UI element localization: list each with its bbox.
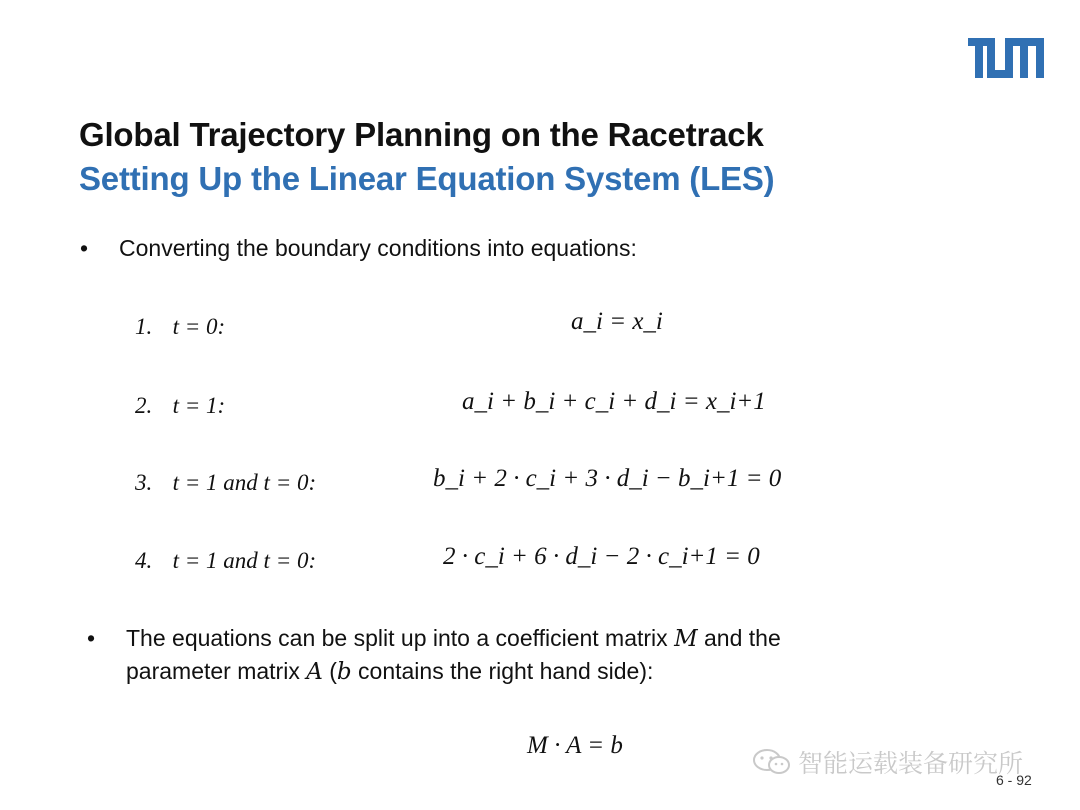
bullet-2-line-1-a: The equations can be split up into a coefficient matrix [126, 625, 675, 651]
bullet-2-line-1-b: and the [697, 625, 781, 651]
condition-4 [135, 547, 316, 574]
watermark-text: 智能运载装备研究所 [798, 749, 1024, 778]
bullet-1-text: Converting the boundary conditions into equations: [119, 235, 637, 261]
final-equation-text: M · A = b [527, 732, 623, 759]
symbol-m: M [674, 626, 698, 652]
slide-subtitle: Setting Up the Linear Equation System (LES) [79, 160, 775, 197]
bullet-2-line-2-c: contains the right hand side): [351, 658, 654, 684]
bullet-2-line-2 [126, 655, 653, 689]
equation-3-text: b_i + 2 · c_i + 3 · d_i − b_i+1 = 0 [433, 465, 782, 492]
slide-title: Global Trajectory Planning on the Racetrack [79, 116, 764, 153]
condition-2-number: 2. [135, 393, 153, 418]
bullet-2-line-1 [126, 622, 781, 656]
equation-3 [433, 465, 781, 493]
condition-3 [135, 469, 316, 496]
equation-2-text: a_i + b_i + c_i + d_i = x_i+1 [462, 388, 766, 415]
equation-2 [462, 388, 766, 416]
condition-2-expr: t = 1: [172, 393, 226, 418]
bullet-2-line-2-a: parameter matrix [126, 658, 307, 684]
condition-3-number: 3. [135, 470, 153, 495]
condition-1 [135, 313, 225, 340]
condition-4-number: 4. [135, 548, 153, 573]
condition-2 [135, 392, 225, 419]
bullet-dot: • [80, 235, 89, 261]
equation-4 [443, 543, 760, 571]
condition-1-number: 1. [135, 314, 153, 339]
condition-3-expr: t = 1 and t = 0: [172, 470, 317, 495]
bullet-2-line-2-b: ( [322, 658, 337, 684]
page-number: 6 - 92 [996, 772, 1032, 788]
equation-1 [571, 308, 663, 336]
condition-4-expr: t = 1 and t = 0: [172, 548, 317, 573]
condition-1-expr: t = 0: [172, 314, 226, 339]
symbol-a: A [306, 659, 323, 685]
symbol-b: b [336, 659, 352, 685]
final-equation [527, 732, 623, 760]
watermark [752, 744, 1023, 780]
bullet-dot: • [87, 625, 96, 651]
equation-1-text: a_i = x_i [571, 308, 663, 335]
tum-logo [968, 38, 1044, 78]
equation-4-text: 2 · c_i + 6 · d_i − 2 · c_i+1 = 0 [443, 543, 760, 570]
wechat-icon [752, 747, 792, 777]
